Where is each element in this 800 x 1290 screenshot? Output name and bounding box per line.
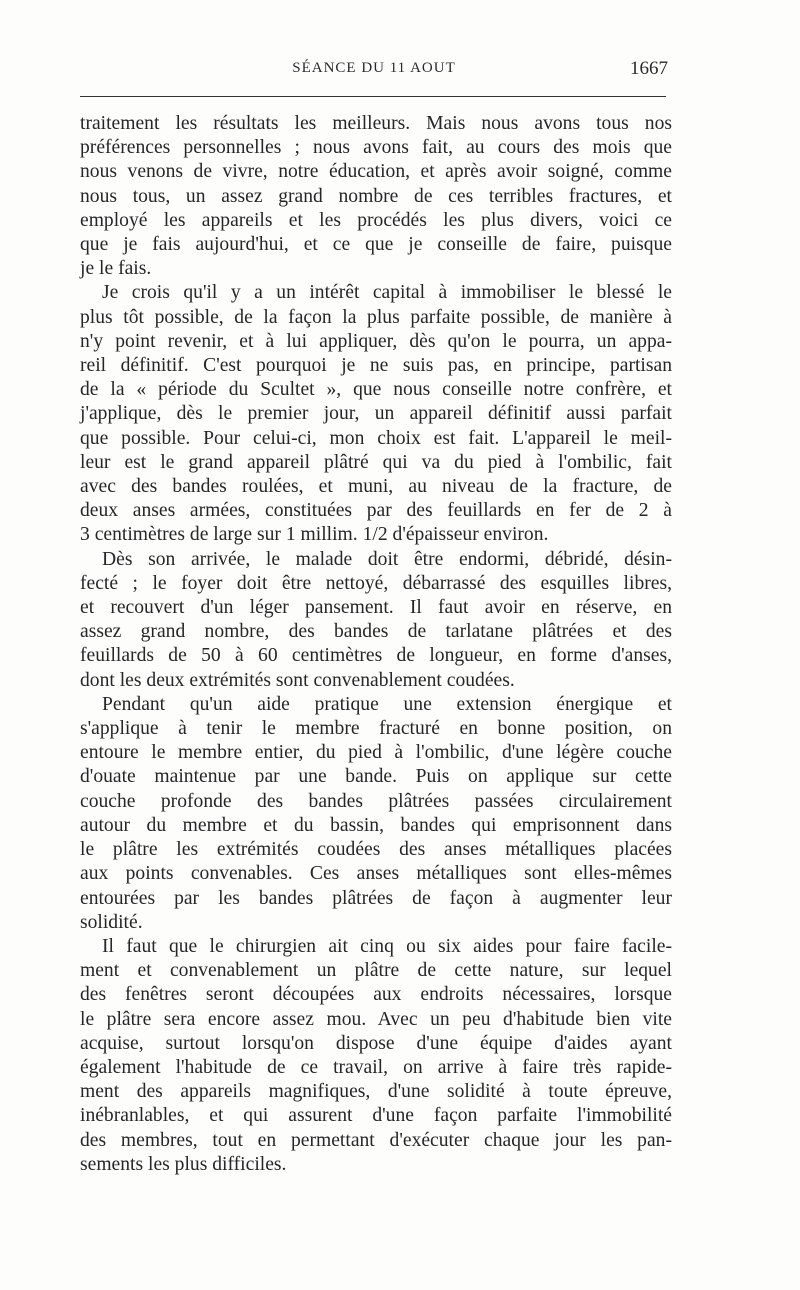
- text-line: solidité.: [80, 911, 143, 933]
- text-line: acquise, surtout lorsqu'on dispose d'une équipe d'aides ayant: [80, 1032, 672, 1054]
- running-head: SÉANCE DU 11 AOUT: [292, 60, 456, 76]
- text-line: que possible. Pour celui-ci, mon choix est fait. L'appareil le meil-: [80, 427, 672, 449]
- text-line: et recouvert d'un léger pansement. Il faut avoir en réserve, en: [80, 597, 672, 619]
- text-line: traitement les résultats les meilleurs. Mais nous avons tous nos: [80, 113, 672, 134]
- text-line: entourées par les bandes plâtrées de façon à augmenter leur: [80, 887, 672, 909]
- text-line: nous venons de vivre, notre éducation, et après avoir soigné, comme: [80, 161, 672, 183]
- text-line: je le fais.: [80, 258, 152, 280]
- text-line: ment des appareils magnifiques, d'une solidité à toute épreuve,: [80, 1081, 672, 1103]
- text-line: 3 centimètres de large sur 1 millim. 1/2 d'épaisseur environ.: [80, 524, 549, 546]
- text-line: couche profonde des bandes plâtrées passées circulairement: [80, 790, 672, 812]
- text-line: préférences personnelles ; nous avons fait, au cours des mois que: [80, 137, 672, 159]
- text-line: le plâtre sera encore assez mou. Avec un peu d'habitude bien vite: [80, 1008, 672, 1030]
- text-line: Dès son arrivée, le malade doit être endormi, débridé, désin-: [102, 548, 672, 570]
- paragraph: [80, 281, 672, 547]
- text-line: j'applique, dès le premier jour, un appareil définitif aussi parfait: [80, 403, 672, 425]
- text-line: Je crois qu'il y a un intérêt capital à immobiliser le blessé le: [102, 282, 672, 304]
- text-line: s'applique à tenir le membre fracturé en bonne position, on: [80, 718, 672, 740]
- text-line: des membres, tout en permettant d'exécuter chaque jour les pan-: [80, 1129, 672, 1151]
- body-text: [80, 112, 672, 1177]
- text-line: également l'habitude de ce travail, on arrive à faire très rapide-: [80, 1056, 672, 1078]
- paragraph: [80, 112, 672, 281]
- text-line: inébranlables, et qui assurent d'une façon parfaite l'immobilité: [80, 1105, 672, 1127]
- text-line: dont les deux extrémités sont convenablement coudées.: [80, 669, 515, 691]
- text-line: Pendant qu'un aide pratique une extension énergique et: [102, 693, 672, 715]
- text-line: nous tous, un assez grand nombre de ces terribles fractures, et: [80, 185, 672, 207]
- text-line: sements les plus difficiles.: [80, 1153, 287, 1175]
- text-line: de la « période du Scultet », que nous conseille notre confrère, et: [80, 379, 672, 401]
- text-line: assez grand nombre, des bandes de tarlatane plâtrées et des: [80, 621, 672, 643]
- paragraph: [80, 548, 672, 693]
- text-line: deux anses armées, constituées par des feuillards en fer de 2 à: [80, 500, 672, 522]
- header-rule: [80, 96, 666, 97]
- text-line: ment et convenablement un plâtre de cette nature, sur lequel: [80, 960, 672, 982]
- text-line: avec des bandes roulées, et muni, au niveau de la fracture, de: [80, 476, 672, 498]
- text-line: des fenêtres seront découpées aux endroits nécessaires, lorsque: [80, 984, 672, 1006]
- text-line: aux points convenables. Ces anses métalliques sont elles-mêmes: [80, 863, 672, 885]
- text-line: plus tôt possible, de la façon la plus parfaite possible, de manière à: [80, 306, 672, 328]
- text-line: reil définitif. C'est pourquoi je ne suis pas, en principe, partisan: [80, 355, 672, 377]
- text-line: Il faut que le chirurgien ait cinq ou six aides pour faire facile-: [102, 935, 672, 957]
- text-line: leur est le grand appareil plâtré qui va du pied à l'ombilic, fait: [80, 451, 672, 473]
- paragraph: [80, 935, 672, 1177]
- text-line: n'y point revenir, et à lui appliquer, dès qu'on le pourra, un appa-: [80, 330, 672, 352]
- text-line: entoure le membre entier, du pied à l'ombilic, d'une légère couche: [80, 742, 672, 764]
- text-line: le plâtre les extrémités coudées des anses métalliques placées: [80, 839, 672, 861]
- text-line: que je fais aujourd'hui, et ce que je conseille de faire, puisque: [80, 234, 672, 256]
- text-line: feuillards de 50 à 60 centimètres de longueur, en forme d'anses,: [80, 645, 672, 667]
- page-header: [80, 58, 668, 86]
- text-line: d'ouate maintenue par une bande. Puis on applique sur cette: [80, 766, 672, 788]
- text-line: fecté ; le foyer doit être nettoyé, débarrassé des esquilles libres,: [80, 572, 672, 594]
- text-line: employé les appareils et les procédés les plus divers, voici ce: [80, 209, 672, 231]
- text-line: autour du membre et du bassin, bandes qui emprisonnent dans: [80, 814, 672, 836]
- page-number: 1667: [630, 58, 668, 79]
- paragraph: [80, 693, 672, 935]
